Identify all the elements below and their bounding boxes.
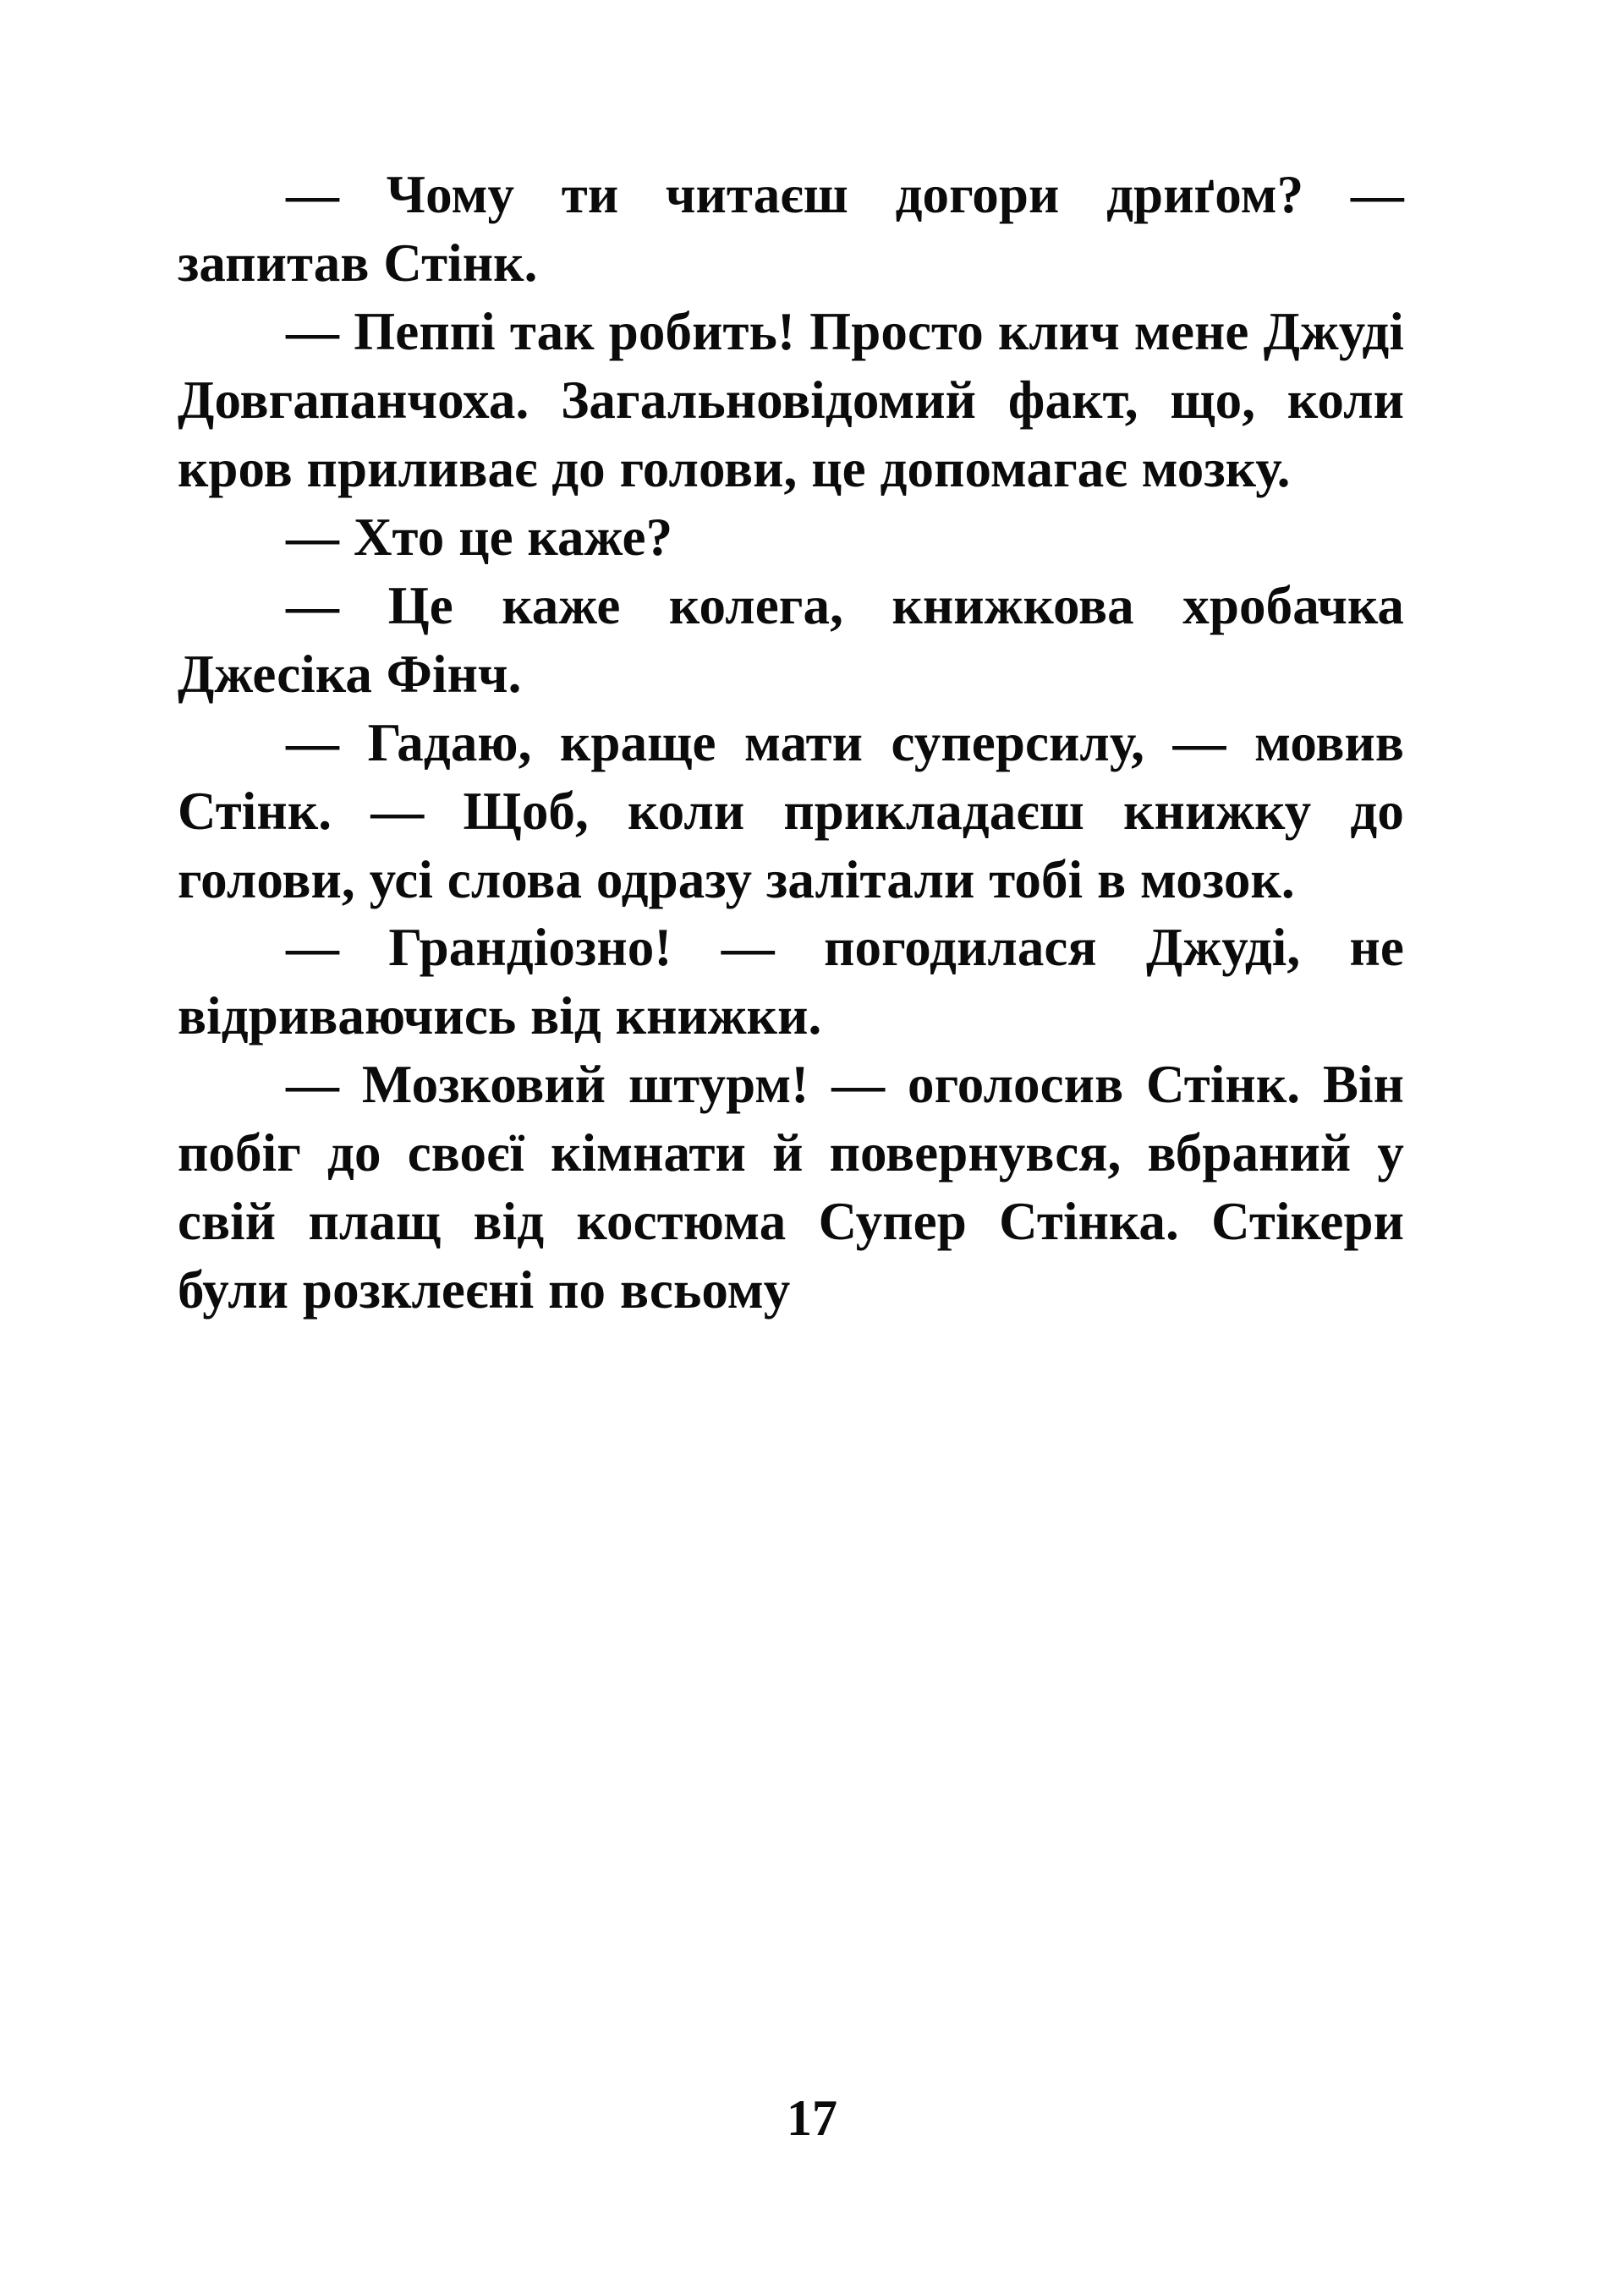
- page-text-block: [178, 161, 1404, 1325]
- paragraph: — Пеппі так робить! Просто клич мене Джуді Довгапанчоха. Загальновідомий факт, що, коли кров приливає до голови, це допомагає мозку.: [178, 301, 1404, 498]
- paragraph: — Мозковий штурм! — оголосив Стінк. Він побіг до своєї кімнати й повернувся, вбраний у свій плащ від костюма Супер Стінка. Стікери були розклеєні по всьому: [178, 1055, 1404, 1320]
- paragraph: — Грандіозно! — погодилася Джуді, не відриваючись від книжки.: [178, 918, 1404, 1046]
- page-number: 17: [787, 2090, 837, 2146]
- paragraph: — Хто це каже?: [286, 507, 673, 567]
- paragraph: — Гадаю, краще мати суперсилу, — мовив Стінк. — Щоб, коли прикладаєш книжку до голови, усі слова одразу залітали тобі в мозок.: [178, 712, 1404, 909]
- paragraph: — Це каже колега, книжкова хробачка Джесіка Фінч.: [178, 575, 1404, 704]
- paragraph: — Чому ти читаєш догори дриґом? — запитав Стінк.: [178, 165, 1404, 293]
